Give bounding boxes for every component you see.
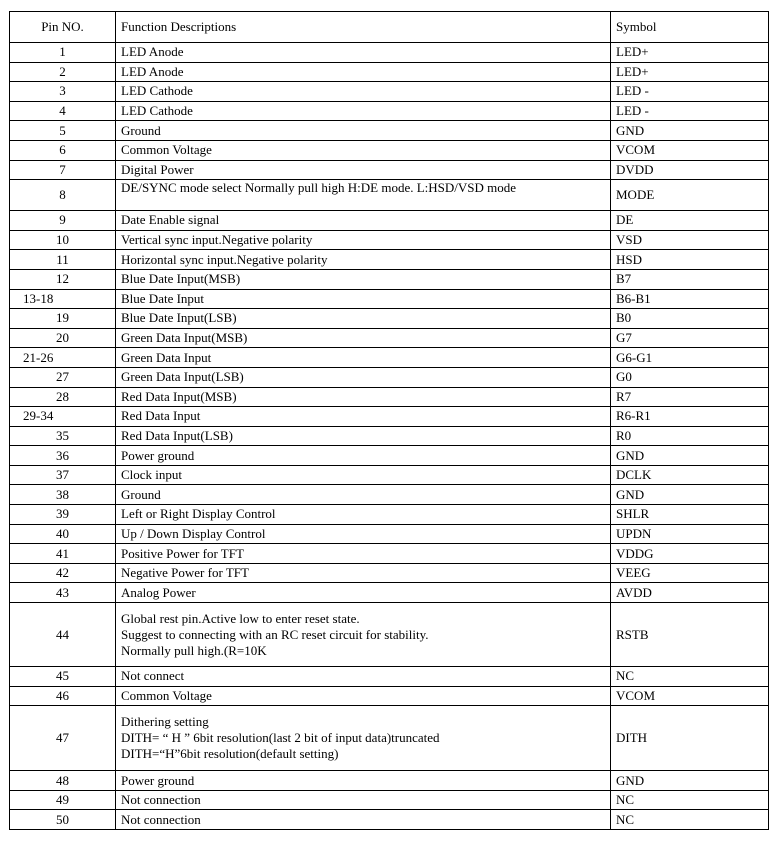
function-description-line: Red Data Input(LSB) bbox=[121, 427, 233, 443]
function-description-cell bbox=[116, 524, 611, 544]
symbol-cell: HSD bbox=[611, 250, 769, 270]
symbol-cell: UPDN bbox=[611, 524, 769, 544]
function-description-cell bbox=[116, 43, 611, 63]
function-description-line: Digital Power bbox=[121, 161, 194, 177]
function-description-line: Red Data Input bbox=[121, 408, 201, 424]
function-description-line: Dithering setting bbox=[121, 714, 209, 730]
function-description-cell bbox=[116, 250, 611, 270]
function-description-cell bbox=[116, 407, 611, 427]
pin-number-cell: 9 bbox=[10, 211, 116, 231]
function-description-line: LED Cathode bbox=[121, 103, 193, 119]
function-description-cell bbox=[116, 505, 611, 525]
pin-number-cell: 49 bbox=[10, 790, 116, 810]
header-symbol: Symbol bbox=[611, 12, 769, 43]
table-row bbox=[10, 790, 769, 810]
function-description-line: Blue Date Input(LSB) bbox=[121, 310, 237, 326]
table-row bbox=[10, 250, 769, 270]
symbol-cell: B0 bbox=[611, 309, 769, 329]
table-body bbox=[10, 43, 769, 830]
pin-number-cell: 3 bbox=[10, 82, 116, 102]
function-description-line: Not connect bbox=[121, 668, 185, 684]
pin-number-cell: 1 bbox=[10, 43, 116, 63]
function-description-line: Left or Right Display Control bbox=[121, 506, 276, 522]
table-row bbox=[10, 706, 769, 771]
symbol-cell: AVDD bbox=[611, 583, 769, 603]
function-description-line: Green Data Input(LSB) bbox=[121, 369, 244, 385]
function-description-line: Red Data Input(MSB) bbox=[121, 388, 237, 404]
function-description-line: Horizontal sync input.Negative polarity bbox=[121, 251, 328, 267]
function-description-cell bbox=[116, 446, 611, 466]
symbol-cell: G0 bbox=[611, 367, 769, 387]
function-description-cell bbox=[116, 367, 611, 387]
table-row bbox=[10, 367, 769, 387]
function-description-line: LED Anode bbox=[121, 63, 184, 79]
function-description-cell bbox=[116, 465, 611, 485]
pin-number-cell: 37 bbox=[10, 465, 116, 485]
pin-number-cell: 12 bbox=[10, 269, 116, 289]
function-description-cell bbox=[116, 62, 611, 82]
symbol-cell: B7 bbox=[611, 269, 769, 289]
function-description-cell bbox=[116, 771, 611, 791]
function-description-cell bbox=[116, 328, 611, 348]
table-row bbox=[10, 686, 769, 706]
table-row bbox=[10, 771, 769, 791]
table-row bbox=[10, 583, 769, 603]
function-description-cell bbox=[116, 140, 611, 160]
pin-number-cell: 42 bbox=[10, 563, 116, 583]
pin-number-cell: 41 bbox=[10, 544, 116, 564]
table-header-row bbox=[10, 12, 769, 43]
function-description-cell bbox=[116, 121, 611, 141]
function-description-cell bbox=[116, 309, 611, 329]
pin-number-cell: 2 bbox=[10, 62, 116, 82]
function-description-line: Suggest to connecting with an RC reset circuit for stability. bbox=[121, 626, 429, 642]
function-description-cell bbox=[116, 348, 611, 368]
function-description-cell bbox=[116, 211, 611, 231]
symbol-cell: G7 bbox=[611, 328, 769, 348]
symbol-cell: DITH bbox=[611, 706, 769, 771]
table-row bbox=[10, 289, 769, 309]
symbol-cell: VCOM bbox=[611, 140, 769, 160]
table-row bbox=[10, 121, 769, 141]
table-row bbox=[10, 269, 769, 289]
pin-definition-table bbox=[9, 11, 769, 830]
function-description-line: Up / Down Display Control bbox=[121, 525, 266, 541]
function-description-line: DE/SYNC mode select Normally pull high H:DE mode. L:HSD/VSD mode bbox=[121, 180, 517, 196]
function-description-cell bbox=[116, 101, 611, 121]
pin-number-cell: 20 bbox=[10, 328, 116, 348]
function-description-cell bbox=[116, 230, 611, 250]
function-description-cell bbox=[116, 563, 611, 583]
pin-number-cell: 5 bbox=[10, 121, 116, 141]
table-row bbox=[10, 309, 769, 329]
table-row bbox=[10, 101, 769, 121]
table-row bbox=[10, 485, 769, 505]
pin-number-cell: 39 bbox=[10, 505, 116, 525]
function-description-cell bbox=[116, 686, 611, 706]
symbol-cell: DVDD bbox=[611, 160, 769, 180]
function-description-line: Vertical sync input.Negative polarity bbox=[121, 232, 313, 248]
table-row bbox=[10, 544, 769, 564]
table-row bbox=[10, 465, 769, 485]
function-description-cell bbox=[116, 485, 611, 505]
pin-number-cell: 40 bbox=[10, 524, 116, 544]
pin-number-cell: 10 bbox=[10, 230, 116, 250]
function-description-line: LED Anode bbox=[121, 44, 184, 60]
table-row bbox=[10, 524, 769, 544]
function-description-cell bbox=[116, 387, 611, 407]
symbol-cell: DCLK bbox=[611, 465, 769, 485]
pin-number-cell: 43 bbox=[10, 583, 116, 603]
pin-number-cell: 8 bbox=[10, 180, 116, 211]
function-description-cell bbox=[116, 544, 611, 564]
function-description-line: Positive Power for TFT bbox=[121, 545, 244, 561]
pin-number-cell: 46 bbox=[10, 686, 116, 706]
function-description-line: Date Enable signal bbox=[121, 212, 220, 228]
function-description-cell bbox=[116, 426, 611, 446]
function-description-line: Common Voltage bbox=[121, 142, 212, 158]
function-description-line: DITH=“H”6bit resolution(default setting) bbox=[121, 746, 339, 762]
symbol-cell: R0 bbox=[611, 426, 769, 446]
pin-number-cell: 6 bbox=[10, 140, 116, 160]
function-description-line: Negative Power for TFT bbox=[121, 565, 249, 581]
table-row bbox=[10, 810, 769, 830]
function-description-line: Blue Date Input bbox=[121, 290, 205, 306]
table-row bbox=[10, 82, 769, 102]
pin-number-cell: 4 bbox=[10, 101, 116, 121]
function-description-line: Power ground bbox=[121, 772, 195, 788]
function-description-line: Green Data Input(MSB) bbox=[121, 330, 248, 346]
symbol-cell: G6-G1 bbox=[611, 348, 769, 368]
header-pin-no: Pin NO. bbox=[10, 12, 116, 43]
table-row bbox=[10, 62, 769, 82]
table-row bbox=[10, 211, 769, 231]
table-row bbox=[10, 603, 769, 667]
table-row bbox=[10, 505, 769, 525]
function-description-cell bbox=[116, 603, 611, 667]
function-description-line: Power ground bbox=[121, 447, 195, 463]
function-description-line: Clock input bbox=[121, 467, 183, 483]
table-row bbox=[10, 446, 769, 466]
symbol-cell: LED - bbox=[611, 101, 769, 121]
function-description-line: Ground bbox=[121, 486, 161, 502]
table-row bbox=[10, 426, 769, 446]
table-row bbox=[10, 160, 769, 180]
pin-number-cell: 48 bbox=[10, 771, 116, 791]
symbol-cell: DE bbox=[611, 211, 769, 231]
function-description-cell bbox=[116, 82, 611, 102]
symbol-cell: VDDG bbox=[611, 544, 769, 564]
function-description-line: Blue Date Input(MSB) bbox=[121, 271, 241, 287]
symbol-cell: R7 bbox=[611, 387, 769, 407]
symbol-cell: MODE bbox=[611, 180, 769, 211]
function-description-cell bbox=[116, 790, 611, 810]
table-row bbox=[10, 180, 769, 211]
pin-number-cell: 45 bbox=[10, 667, 116, 687]
table-row bbox=[10, 328, 769, 348]
pin-number-cell: 28 bbox=[10, 387, 116, 407]
function-description-cell bbox=[116, 706, 611, 771]
function-description-line: Green Data Input bbox=[121, 349, 212, 365]
pin-number-cell: 36 bbox=[10, 446, 116, 466]
function-description-line: Ground bbox=[121, 122, 161, 138]
symbol-cell: GND bbox=[611, 485, 769, 505]
header-function-descriptions: Function Descriptions bbox=[116, 12, 611, 43]
pin-number-cell: 50 bbox=[10, 810, 116, 830]
table-row bbox=[10, 563, 769, 583]
symbol-cell: SHLR bbox=[611, 505, 769, 525]
pin-number-cell: 19 bbox=[10, 309, 116, 329]
symbol-cell: GND bbox=[611, 446, 769, 466]
pin-number-cell: 27 bbox=[10, 367, 116, 387]
pin-number-cell: 7 bbox=[10, 160, 116, 180]
table-row bbox=[10, 667, 769, 687]
table-row bbox=[10, 230, 769, 250]
symbol-cell: LED+ bbox=[611, 62, 769, 82]
symbol-cell: GND bbox=[611, 771, 769, 791]
function-description-line: Not connection bbox=[121, 792, 201, 808]
symbol-cell: B6-B1 bbox=[611, 289, 769, 309]
symbol-cell: NC bbox=[611, 667, 769, 687]
symbol-cell: VEEG bbox=[611, 563, 769, 583]
symbol-cell: VCOM bbox=[611, 686, 769, 706]
symbol-cell: NC bbox=[611, 790, 769, 810]
pin-number-cell: 13-18 bbox=[10, 289, 116, 309]
pin-number-cell: 21-26 bbox=[10, 348, 116, 368]
pin-number-cell: 47 bbox=[10, 706, 116, 771]
table-row bbox=[10, 43, 769, 63]
symbol-cell: GND bbox=[611, 121, 769, 141]
pin-number-cell: 29-34 bbox=[10, 407, 116, 427]
function-description-line: LED Cathode bbox=[121, 83, 193, 99]
pin-number-cell: 38 bbox=[10, 485, 116, 505]
function-description-cell bbox=[116, 269, 611, 289]
symbol-cell: LED - bbox=[611, 82, 769, 102]
symbol-cell: NC bbox=[611, 810, 769, 830]
function-description-line: Common Voltage bbox=[121, 687, 212, 703]
table-row bbox=[10, 387, 769, 407]
symbol-cell: VSD bbox=[611, 230, 769, 250]
function-description-line: DITH= “ H ” 6bit resolution(last 2 bit of input data)truncated bbox=[121, 730, 440, 746]
function-description-cell bbox=[116, 160, 611, 180]
function-description-line: Not connection bbox=[121, 811, 201, 827]
symbol-cell: LED+ bbox=[611, 43, 769, 63]
symbol-cell: RSTB bbox=[611, 603, 769, 667]
table-row bbox=[10, 407, 769, 427]
pin-number-cell: 11 bbox=[10, 250, 116, 270]
function-description-cell bbox=[116, 810, 611, 830]
function-description-line: Global rest pin.Active low to enter reset state. bbox=[121, 610, 360, 626]
function-description-line: Analog Power bbox=[121, 584, 196, 600]
function-description-cell bbox=[116, 180, 611, 211]
function-description-line: Normally pull high.(R=10K bbox=[121, 642, 267, 658]
function-description-cell bbox=[116, 289, 611, 309]
symbol-cell: R6-R1 bbox=[611, 407, 769, 427]
function-description-cell bbox=[116, 583, 611, 603]
pin-number-cell: 44 bbox=[10, 603, 116, 667]
table-row bbox=[10, 348, 769, 368]
function-description-cell bbox=[116, 667, 611, 687]
pin-number-cell: 35 bbox=[10, 426, 116, 446]
table-row bbox=[10, 140, 769, 160]
